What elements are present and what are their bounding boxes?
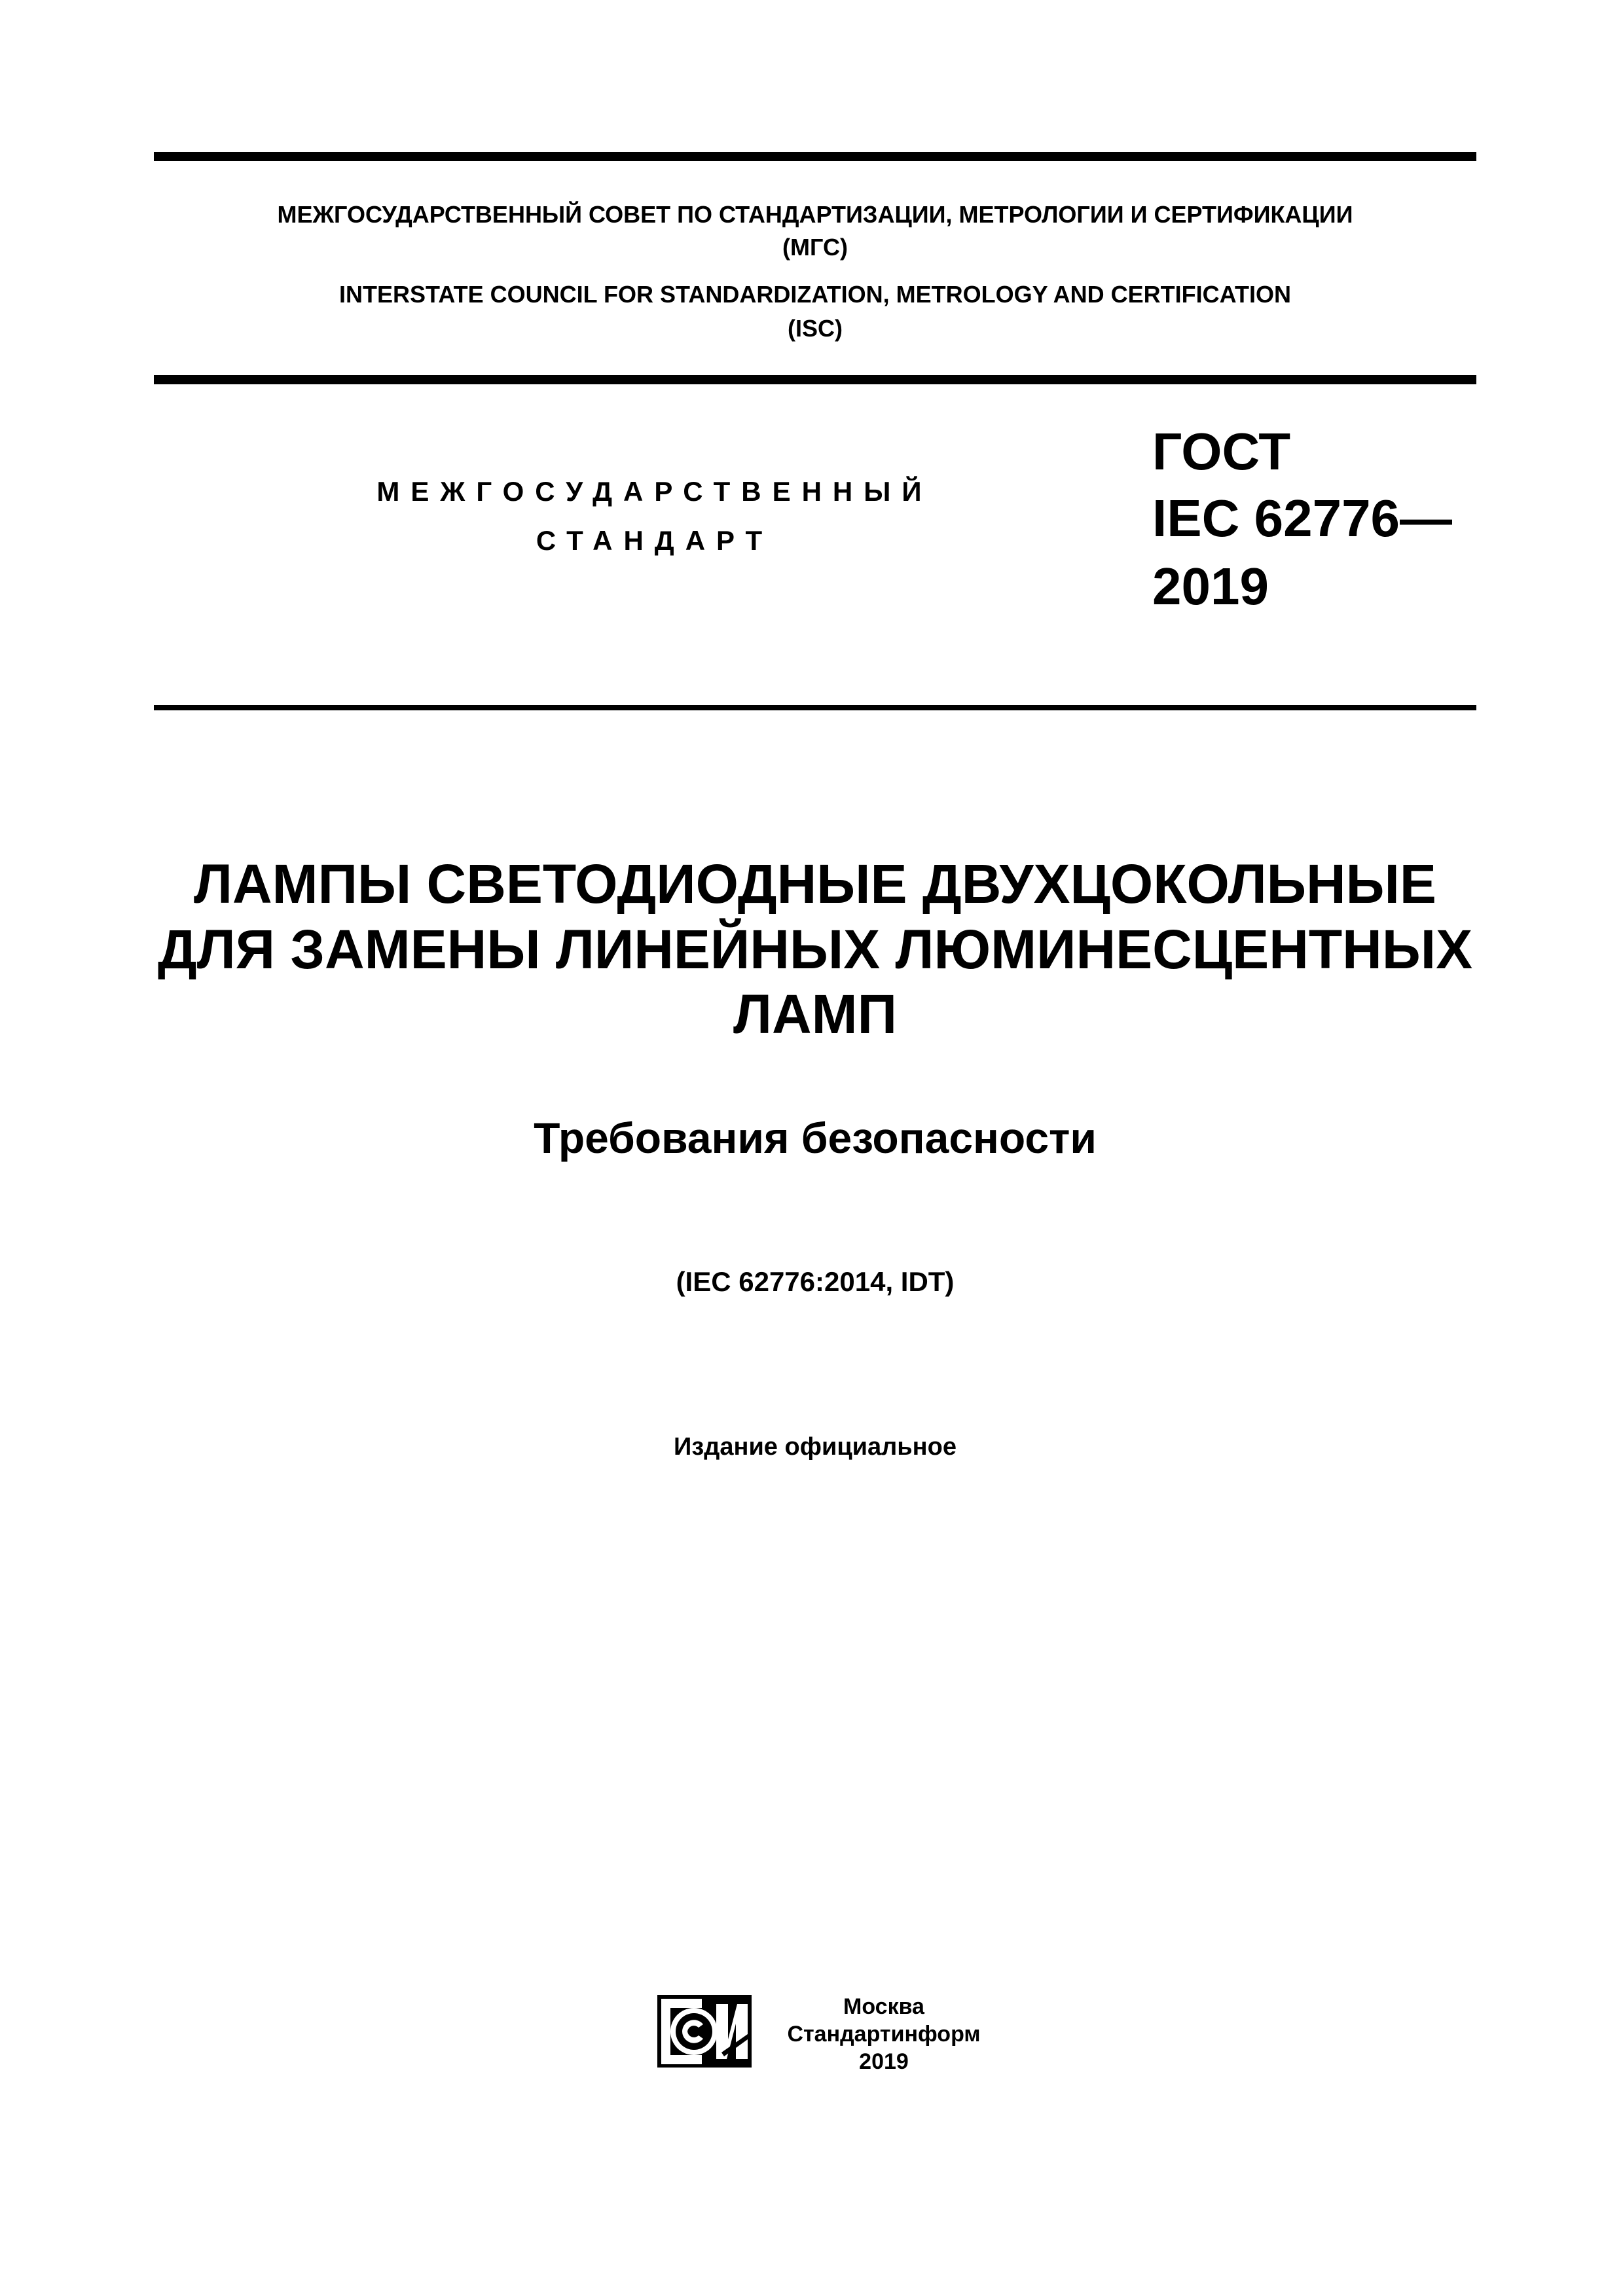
standard-type-line2: СТАНДАРТ bbox=[536, 525, 774, 556]
top-rule bbox=[154, 152, 1476, 161]
designation-rule bbox=[154, 705, 1476, 710]
document-title-line2: ДЛЯ ЗАМЕНЫ ЛИНЕЙНЫХ ЛЮМИНЕСЦЕНТНЫХ bbox=[157, 919, 1473, 980]
council-name-ru: МЕЖГОСУДАРСТВЕННЫЙ СОВЕТ ПО СТАНДАРТИЗАЦИИ, МЕТРОЛОГИИ И СЕРТИФИКАЦИИ bbox=[277, 201, 1353, 228]
header-rule bbox=[154, 375, 1476, 384]
council-name-en: INTERSTATE COUNCIL FOR STANDARDIZATION, METROLOGY AND CERTIFICATION bbox=[339, 281, 1291, 308]
gost-number: IEC 62776— bbox=[1152, 489, 1453, 547]
council-abbr-ru: (МГС) bbox=[782, 234, 848, 261]
iec-reference: (IEC 62776:2014, IDT) bbox=[676, 1266, 955, 1297]
standartinform-logo bbox=[656, 1994, 753, 2069]
council-abbr-en: (ISC) bbox=[788, 315, 843, 342]
gost-year: 2019 bbox=[1152, 557, 1269, 615]
publisher-year: 2019 bbox=[859, 2049, 909, 2074]
document-title-line3: ЛАМП bbox=[733, 983, 897, 1045]
document-subtitle: Требования безопасности bbox=[534, 1114, 1097, 1162]
publisher-name: Стандартинформ bbox=[787, 2022, 981, 2047]
official-edition-label: Издание официальное bbox=[674, 1433, 957, 1461]
gost-label: ГОСТ bbox=[1152, 422, 1291, 481]
publisher-city: Москва bbox=[843, 1994, 924, 2019]
standard-type-line1: МЕЖГОСУДАРСТВЕННЫЙ bbox=[376, 476, 933, 507]
document-title-line1: ЛАМПЫ СВЕТОДИОДНЫЕ ДВУХЦОКОЛЬНЫЕ bbox=[194, 853, 1436, 915]
